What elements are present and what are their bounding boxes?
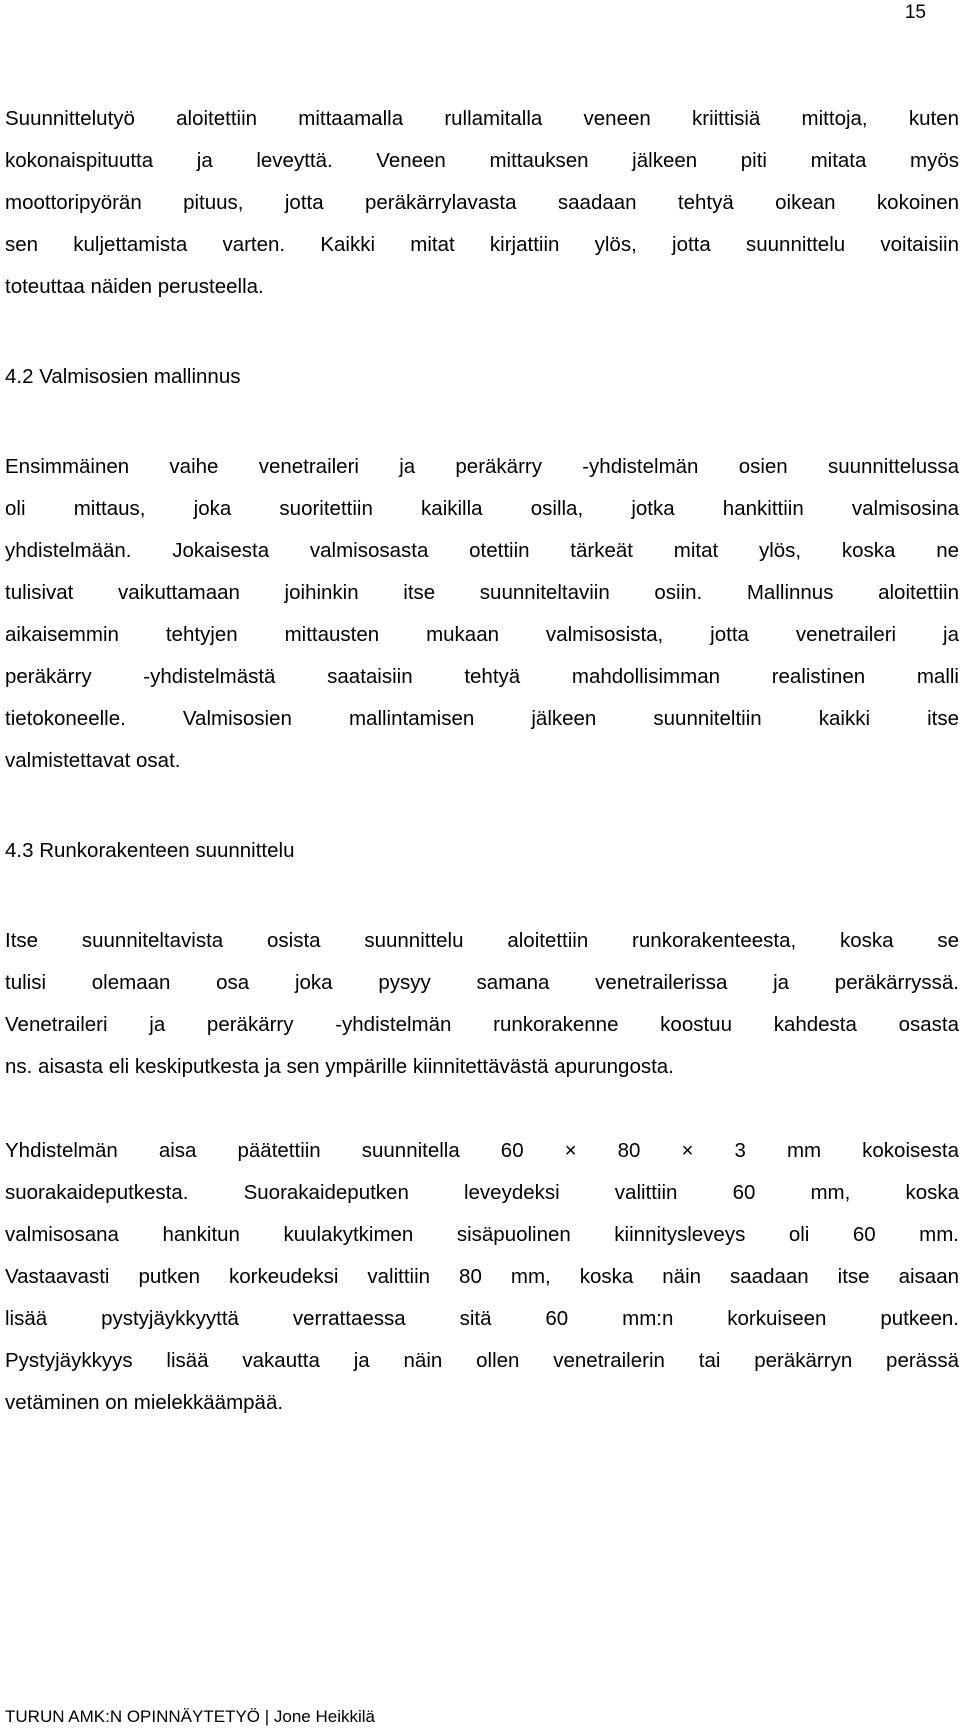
text-line: valmisosana hankitun kuulakytkimen sisäpuolinen kiinnitysleveys oli 60 mm.: [5, 1223, 959, 1246]
text-line: suorakaideputkesta. Suorakaideputken leveydeksi valittiin 60 mm, koska: [5, 1181, 959, 1204]
text-line: Yhdistelmän aisa päätettiin suunnitella 60 × 80 × 3 mm kokoisesta: [5, 1139, 959, 1162]
text-line: valmistettavat osat.: [5, 749, 181, 772]
paragraph-runkorakenne: [5, 920, 959, 1088]
text-line: kokonaispituutta ja leveyttä. Veneen mittauksen jälkeen piti mitata myös: [5, 149, 959, 172]
page-number: 15: [904, 2, 926, 23]
text-line: aikaisemmin tehtyjen mittausten mukaan valmisosista, jotta venetraileri ja: [5, 623, 959, 646]
paragraph-valmisosien: [5, 446, 959, 782]
text-line: peräkärry -yhdistelmästä saataisiin tehtyä mahdollisimman realistinen malli: [5, 665, 959, 688]
text-line: toteuttaa näiden perusteella.: [5, 275, 264, 298]
text-line: tulisivat vaikuttamaan joihinkin itse suunniteltaviin osiin. Mallinnus aloitettiin: [5, 581, 959, 604]
text-line: tulisi olemaan osa joka pysyy samana venetrailerissa ja peräkärryssä.: [5, 971, 959, 994]
paragraph-aisa: [5, 1130, 959, 1424]
section-heading-4-2: 4.2 Valmisosien mallinnus: [5, 365, 241, 388]
text-line: lisää pystyjäykkyyttä verrattaessa sitä 60 mm:n korkuiseen putkeen.: [5, 1307, 959, 1330]
text-line: sen kuljettamista varten. Kaikki mitat kirjattiin ylös, jotta suunnittelu voitaisiin: [5, 233, 959, 256]
text-line: moottoripyörän pituus, jotta peräkärrylavasta saadaan tehtyä oikean kokoinen: [5, 191, 959, 214]
text-line: yhdistelmään. Jokaisesta valmisosasta otettiin tärkeät mitat ylös, koska ne: [5, 539, 959, 562]
text-line: Ensimmäinen vaihe venetraileri ja peräkärry -yhdistelmän osien suunnittelussa: [5, 455, 959, 478]
text-line: Pystyjäykkyys lisää vakautta ja näin ollen venetrailerin tai peräkärryn perässä: [5, 1349, 959, 1372]
page-footer: TURUN AMK:N OPINNÄYTETYÖ | Jone Heikkilä: [5, 1707, 375, 1726]
document-body: [5, 98, 959, 1424]
text-line: Suunnittelutyö aloitettiin mittaamalla rullamitalla veneen kriittisiä mittoja, kuten: [5, 107, 959, 130]
text-line: ns. aisasta eli keskiputkesta ja sen ympärille kiinnitettävästä apurungosta.: [5, 1055, 674, 1078]
text-line: tietokoneelle. Valmisosien mallintamisen jälkeen suunniteltiin kaikki itse: [5, 707, 959, 730]
text-line: Venetraileri ja peräkärry -yhdistelmän runkorakenne koostuu kahdesta osasta: [5, 1013, 959, 1036]
paragraph-intro: [5, 98, 959, 308]
text-line: vetäminen on mielekkäämpää.: [5, 1391, 284, 1414]
section-heading-4-3: 4.3 Runkorakenteen suunnittelu: [5, 839, 295, 862]
text-line: Itse suunniteltavista osista suunnittelu aloitettiin runkorakenteesta, koska se: [5, 929, 959, 952]
text-line: oli mittaus, joka suoritettiin kaikilla osilla, jotka hankittiin valmisosina: [5, 497, 959, 520]
text-line: Vastaavasti putken korkeudeksi valittiin 80 mm, koska näin saadaan itse aisaan: [5, 1265, 959, 1288]
